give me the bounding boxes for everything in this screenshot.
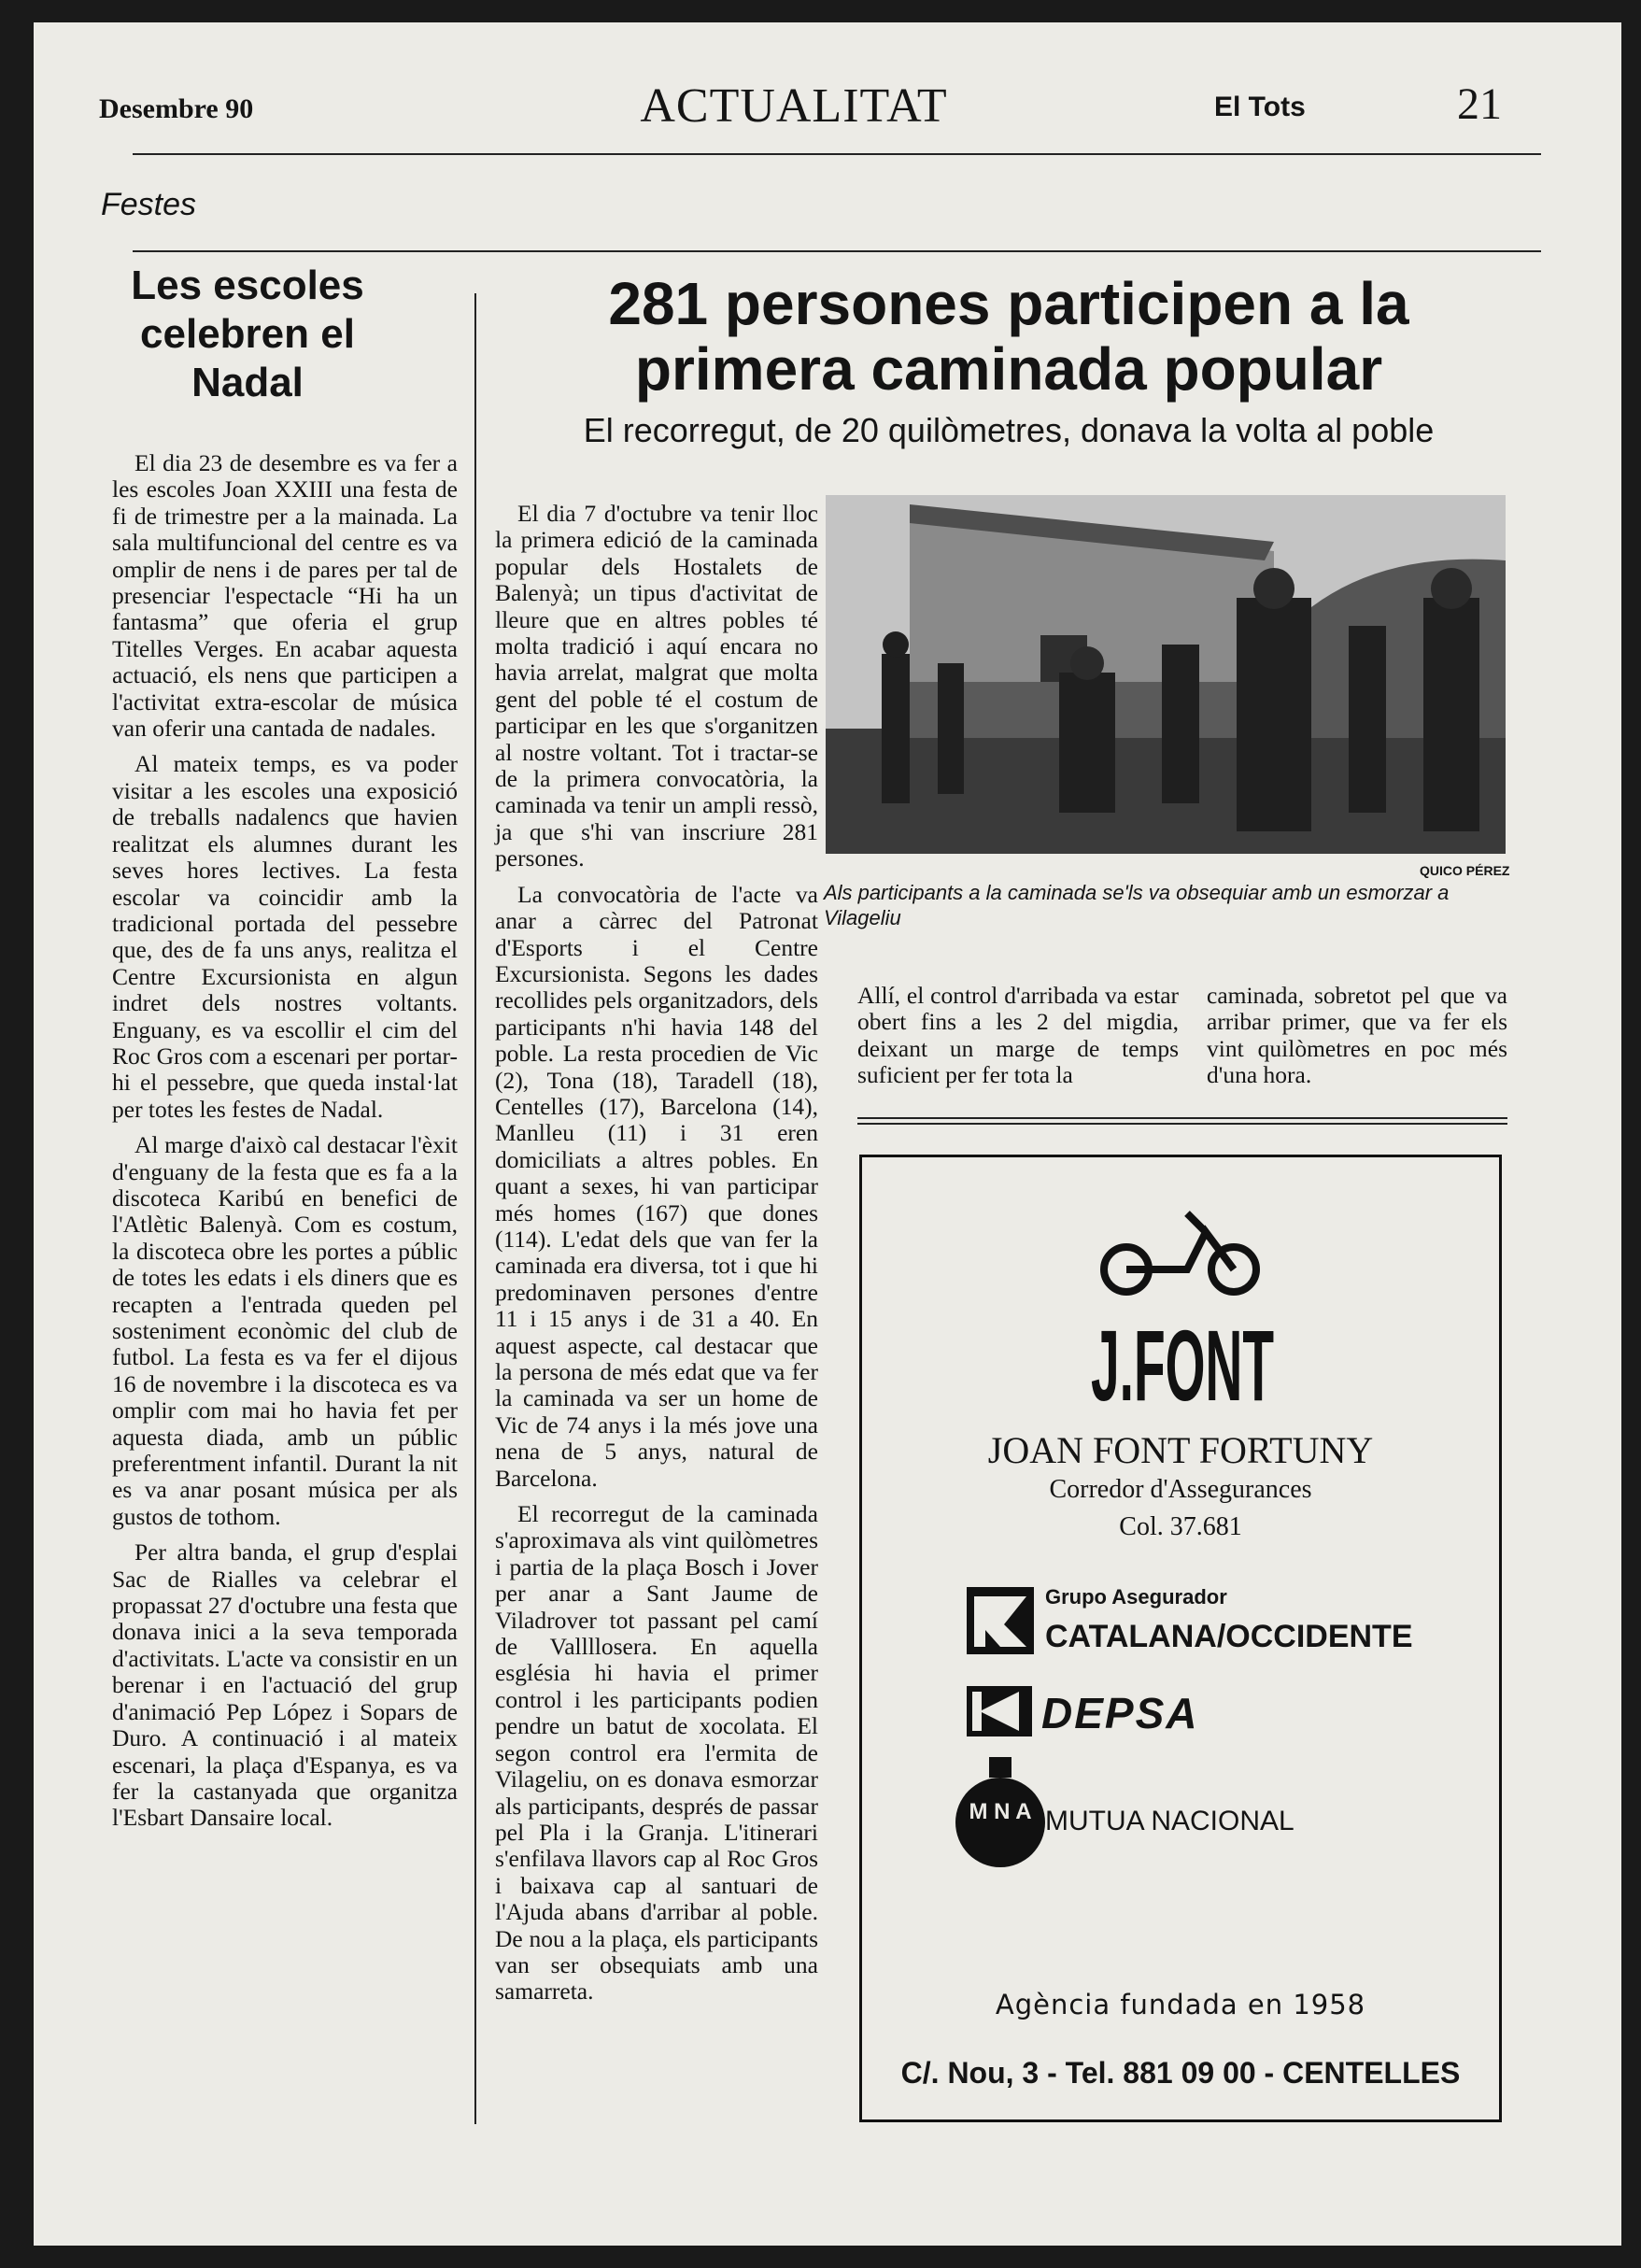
main-article-continuation: caminada, sobretot pel que va arribar primer, que va fer els vint quilòmetres en poc més d'una hora. (1207, 982, 1507, 1089)
ad-separator-rule (857, 1117, 1507, 1119)
insurer1-caption: Grupo Asegurador (1045, 1585, 1227, 1609)
page-number: 21 (1457, 79, 1502, 129)
main-article-paragraph: La convocatòria de l'acte va anar a càrrec del Patronat d'Esports i el Centre Excursionista. Segons les dades recollides pels organitzadors, dels participants n'hi havia 148 del poble. La resta procedien de Vic (2), Tona (18), Taradell (18), Centelles (17), Barcelona (14), Manlleu (11) i 31 eren domiciliats a altres pobles. En quant a sexes, hi van participar més homes (167) que dones (114). L'edat dels que van fer la caminada era diversa, tot i que hi predominaven persones d'entre 11 i 15 anys i de 31 a 40. En aquest aspecte, cal destacar que la persona de més edat que va fer la caminada va ser un home de Vic de 74 anys i la més jove una nena de 5 anys, natural de Barcelona. (495, 880, 818, 1492)
category-label: Festes (101, 187, 197, 222)
mutua-nacional-icon (952, 1757, 1049, 1869)
event-photo (826, 495, 1506, 854)
agency-founded: Agència fundada en 1958 (995, 1989, 1366, 2020)
category-rule (133, 250, 1541, 252)
main-article-col2 (857, 983, 1179, 1099)
main-article-paragraph: El dia 7 d'octubre va tenir lloc la primera edició de la caminada popular dels Hostalets de Balenyà; un tipus d'activitat de lleure que en altres pobles té molta tradició i aquí encara no havia arrelat, malgrat que molta gent del poble té el costum de participar en les que s'organitzen al nostre voltant. Tot i tractar-se de la primera convocatòria, la caminada va tenir un ampli ressò, ja que s'hi van inscriure 281 persones. (495, 500, 818, 872)
photo-caption: Als participants a la caminada se'ls va obsequiar amb un esmorzar a Vilageliu (824, 881, 1450, 929)
left-article-paragraph: El dia 23 de desembre es va fer a les escoles Joan XXIII una festa de fi de trimestre per a la mainada. La sala multifuncional del centre es va omplir de nens i de pares per tal de presenciar l'espectacle “Hi ha un fantasma” que oferia el grup Titelles Verges. En acabar aquesta actuació, els nens que participen a l'activitat extra-escolar de música van oferir una cantada de nadales. (112, 449, 458, 743)
insurer1-name: CATALANA/OCCIDENTE (1045, 1619, 1413, 1654)
ad-separator-rule (857, 1123, 1507, 1125)
main-article-col1 (495, 501, 818, 2015)
left-article-title: Les escoles celebren el Nadal (131, 262, 364, 405)
column-divider (474, 293, 476, 2124)
left-article-paragraph: Al marge d'això cal destacar l'èxit d'enguany de la festa que es fa a la discoteca Karibú en benefici de l'Atlètic Balenyà. Com es costum, la discoteca obre les portes a públic de totes les edats i els diners que es recapten a l'entrada queden pel sosteniment econòmic del club de futbol. La festa es va fer el dijous 16 de novembre i la discoteca es va omplir com mai ho havia fet per aquesta diada, amb un públic preferentment infantil. Durant la nit es va anar posant música per als gustos de tothom. (112, 1131, 458, 1530)
depsa-icon (967, 1686, 1032, 1736)
section-title: ACTUALITAT (640, 79, 948, 133)
main-article-subtitle: El recorregut, de 20 quilòmetres, donava la volta al poble (583, 411, 1435, 449)
publication-name: El Tots (1214, 92, 1306, 122)
photo-illustration (826, 495, 1506, 854)
insurance-advertisement (859, 1155, 1502, 2122)
left-article-paragraph: Per altra banda, el grup d'esplai Sac de Rialles va celebrar el propassat 27 d'octubre una festa que donava inici a la seva temporada d'activitats. L'acte va consistir en un berenar i en l'actuació del grup d'animació Pep López i Sopars de Duro. A continuació i al mateix escenari, la plaça d'Espanya, es va fer la castanyada que organitza l'Esbart Dansaire local. (112, 1538, 458, 1832)
jfont-logo-text: J.FONT (1091, 1309, 1274, 1422)
catalana-occidente-icon (967, 1587, 1034, 1654)
broker-role: Corredor d'Assegurances (1049, 1475, 1312, 1504)
photo-credit: QUICO PÉREZ (1420, 863, 1510, 878)
main-article-paragraph: El recorregut de la caminada s'aproximava als vint quilòmetres i partia de la plaça Bosch i Jover per anar a Sant Jaume de Viladrover tot passant pel camí de Vallllosera. En aquella església hi havia el primer control i les participants podien pendre un batut de xocolata. El segon control era l'ermita de Vilageliu, on es donava esmorzar als participants, després de passar pel Pla i la Granja. L'itinerari s'enfilava llavors cap al Roc Gros i baixava cap al santuari de l'Ajuda abans d'arribar al poble. De nou a la plaça, els participants van ser obsequiats amb una samarreta. (495, 1500, 818, 2006)
main-article-title: 281 persones participen a la primera caminada popular (608, 270, 1409, 403)
jfont-logo (1084, 1195, 1280, 1422)
broker-license: Col. 37.681 (1119, 1512, 1242, 1541)
left-article-body (112, 450, 458, 1841)
header-rule (133, 153, 1541, 155)
main-article-continuation: Allí, el control d'arribada va estar obert fins a les 2 del migdia, deixant un marge de temps suficient per fer tota la (857, 982, 1179, 1089)
broker-name: JOAN FONT FORTUNY (987, 1429, 1374, 1471)
insurer2-name: DEPSA (1041, 1689, 1199, 1737)
issue-date: Desembre 90 (99, 93, 254, 124)
left-article-paragraph: Al mateix temps, es va poder visitar a les escoles una exposició de treballs nadalencs que havien realitzat els alumnes durant les seves hores lectives. La festa escolar va coincidir amb la tradicional portada del pessebre que, des de fa uns anys, realitza el Centre Excursionista en algun indret dels nostres voltants. Enguany, es va escollir el cim del Roc Gros com a escenari per portar-hi el pessebre, que queda instal·lat per totes les festes de Nadal. (112, 750, 458, 1123)
insurer3-name: MUTUA NACIONAL (1045, 1806, 1294, 1836)
agency-address: C/. Nou, 3 - Tel. 881 09 00 - CENTELLES (900, 2056, 1461, 2090)
mutua-badge-text: M N A (969, 1799, 1032, 1824)
main-article-col3 (1207, 983, 1507, 1099)
